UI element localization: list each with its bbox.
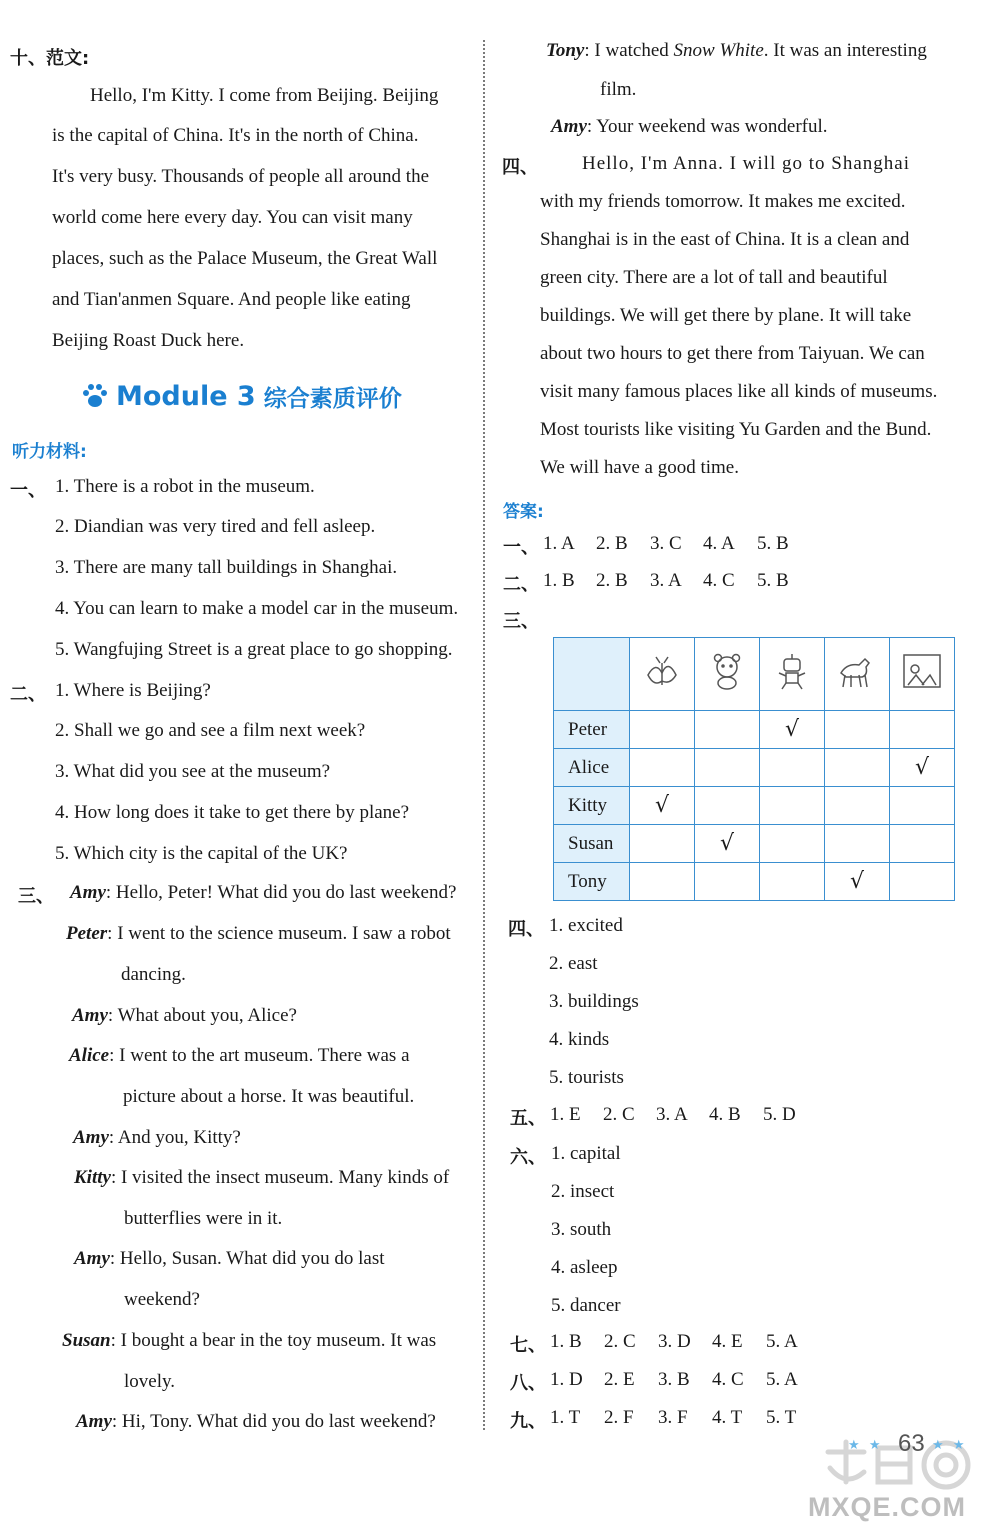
horse-picture — [825, 638, 890, 711]
answer-item: 1. E — [550, 1104, 581, 1125]
check-cell — [695, 749, 760, 787]
speaker: Kitty — [74, 1167, 111, 1188]
list-item: 4. You can learn to make a model car in the museum. — [55, 598, 459, 619]
dialog-text: butterflies were in it. — [124, 1208, 283, 1229]
dialog-text: weekend? — [124, 1289, 200, 1310]
table-corner — [554, 638, 630, 711]
table-row-name: Alice — [554, 749, 630, 787]
answer-item: 1. B — [550, 1331, 582, 1352]
answer-item: 2. B — [596, 570, 628, 591]
check-cell: √ — [760, 711, 825, 749]
essay-line: Hello, I'm Kitty. I come from Beijing. Beijing — [90, 85, 439, 106]
page-number: 63 — [898, 1430, 925, 1457]
check-cell — [760, 749, 825, 787]
section-3-label: 三、 — [18, 886, 54, 907]
dialog-text: I bought a bear in the toy museum. It was — [120, 1330, 437, 1351]
section-1-label: 一、 — [10, 480, 46, 501]
essay-line: world come here every day. You can visit many — [52, 207, 413, 228]
film-title: Snow White — [673, 40, 764, 61]
check-cell — [890, 863, 955, 901]
teddy-bear-icon — [703, 651, 751, 691]
toy-bear-picture — [695, 638, 760, 711]
answer-item: 3. C — [650, 533, 682, 554]
check-cell: √ — [825, 863, 890, 901]
essay-line: places, such as the Palace Museum, the Great Wall — [52, 248, 438, 269]
dialog-text: What about you, Alice? — [117, 1005, 297, 1026]
answer-item: 1. capital — [551, 1143, 621, 1164]
answer-item: 5. D — [763, 1104, 796, 1125]
check-cell — [825, 711, 890, 749]
answer-item: 3. D — [658, 1331, 691, 1352]
star-decoration: ★ ★ — [932, 1437, 968, 1452]
answer-item: 4. A — [703, 533, 735, 554]
dialog-line: Amy: Hi, Tony. What did you do last weekend? — [76, 1411, 436, 1432]
dialog-line: Amy: Your weekend was wonderful. — [551, 116, 828, 137]
check-cell — [825, 825, 890, 863]
answer-item: 5. B — [757, 570, 789, 591]
robot-icon — [768, 651, 816, 691]
answer-item: 2. insect — [551, 1181, 615, 1202]
section-4-label: 四、 — [502, 157, 538, 178]
film-scene-icon — [898, 651, 946, 691]
speaker: Alice — [69, 1045, 110, 1066]
check-cell — [890, 787, 955, 825]
table-row — [554, 711, 955, 749]
list-item: 3. What did you see at the museum? — [55, 761, 331, 782]
check-cell — [760, 825, 825, 863]
speaker: Tony — [546, 40, 585, 61]
check-cell — [890, 825, 955, 863]
check-cell — [695, 711, 760, 749]
answer-item: 2. east — [549, 953, 598, 974]
speaker: Amy — [70, 882, 106, 903]
paw-icon — [80, 381, 110, 411]
answer-table — [553, 637, 955, 901]
dialog-line: Amy: What about you, Alice? — [72, 1005, 297, 1026]
watermark-text: MXQE.COM — [808, 1492, 967, 1522]
dialog-line: Peter: I went to the science museum. I saw a robot — [66, 923, 451, 944]
dialog-text: I visited the insect museum. Many kinds of — [120, 1167, 450, 1188]
answer-3-label: 三、 — [503, 611, 539, 632]
dialog-text: film. — [600, 79, 637, 100]
answer-item: 3. buildings — [549, 991, 639, 1012]
answer-item: 2. E — [604, 1369, 635, 1390]
answer-item: 5. A — [766, 1331, 798, 1352]
answer-8-label: 八、 — [510, 1373, 546, 1394]
check-cell — [760, 863, 825, 901]
answer-item: 2. B — [596, 533, 628, 554]
dialog-line: Amy: And you, Kitty? — [73, 1127, 241, 1148]
answer-item: 2. C — [603, 1104, 635, 1125]
essay-line: Beijing Roast Duck here. — [52, 330, 245, 351]
check-cell: √ — [890, 749, 955, 787]
answer-item: 4. E — [712, 1331, 743, 1352]
list-item: 1. Where is Beijing? — [55, 680, 211, 701]
speaker: Amy — [72, 1005, 108, 1026]
answer-item: 3. A — [650, 570, 682, 591]
answer-item: 5. B — [757, 533, 789, 554]
check-cell — [630, 863, 695, 901]
insect-icon — [638, 651, 686, 691]
table-header-row — [554, 638, 955, 711]
dialog-line: Kitty: I visited the insect museum. Many kinds of — [74, 1167, 450, 1188]
speaker: Amy — [73, 1127, 109, 1148]
horse-icon — [833, 651, 881, 691]
table-row — [554, 825, 955, 863]
answer-item: 3. B — [658, 1369, 690, 1390]
banner-title: Module 3 — [116, 380, 256, 412]
passage-line: Shanghai is in the east of China. It is a clean and — [540, 229, 910, 250]
answer-item: 5. tourists — [549, 1067, 624, 1088]
star-decoration: ★ ★ — [848, 1437, 884, 1452]
table-row-name: Susan — [554, 825, 630, 863]
essay-line: and Tian'anmen Square. And people like eating — [52, 289, 411, 310]
dialog-line: Amy: Hello, Peter! What did you do last weekend? — [70, 882, 457, 903]
answer-item: 1. B — [543, 570, 575, 591]
check-cell — [890, 711, 955, 749]
dialog-line: Alice: I went to the art museum. There was a — [69, 1045, 410, 1066]
answer-item: 4. kinds — [549, 1029, 610, 1050]
essay-line: It's very busy. Thousands of people all around the — [52, 166, 430, 187]
check-cell: √ — [630, 787, 695, 825]
check-cell — [630, 711, 695, 749]
answer-7-label: 七、 — [510, 1335, 546, 1356]
dialog-line: Tony: I watched Snow White. It was an interesting — [546, 40, 927, 61]
answer-item: 1. T — [550, 1407, 581, 1428]
answer-item: 3. A — [656, 1104, 688, 1125]
passage-line: with my friends tomorrow. It makes me excited. — [540, 191, 906, 212]
dialog-text: Hello, Peter! What did you do last weekend? — [115, 882, 457, 903]
answer-item: 3. south — [551, 1219, 612, 1240]
banner-subtitle: 综合素质评价 — [263, 385, 402, 412]
answer-4-label: 四、 — [508, 919, 544, 940]
answer-1-label: 一、 — [503, 537, 539, 558]
passage-line: buildings. We will get there by plane. It will take — [540, 305, 912, 326]
speaker: Susan — [62, 1330, 111, 1351]
passage-line: about two hours to get there from Taiyuan. We can — [540, 343, 925, 364]
dialog-text: dancing. — [121, 964, 186, 985]
answer-item: 1. excited — [549, 915, 623, 936]
list-item: 1. There is a robot in the museum. — [55, 476, 315, 497]
dialog-text: Hi, Tony. What did you do last weekend? — [121, 1411, 436, 1432]
list-item: 5. Wangfujing Street is a great place to go shopping. — [55, 639, 453, 660]
check-cell — [825, 787, 890, 825]
speaker: Peter — [66, 923, 108, 944]
list-item: 2. Shall we go and see a film next week? — [55, 720, 366, 741]
passage-line: Most tourists like visiting Yu Garden and the Bund. — [540, 419, 932, 440]
dialog-text: And you, Kitty? — [117, 1127, 241, 1148]
essay-heading: 十、范文: — [10, 48, 90, 69]
check-cell — [695, 787, 760, 825]
table-row-name: Tony — [554, 863, 630, 901]
answer-item: 1. D — [550, 1369, 583, 1390]
answer-item: 2. C — [604, 1331, 636, 1352]
check-cell — [630, 825, 695, 863]
table-row-name: Peter — [554, 711, 630, 749]
answer-item: 4. C — [703, 570, 735, 591]
answer-item: 1. A — [543, 533, 575, 554]
passage-line: visit many famous places like all kinds of museums. — [540, 381, 938, 402]
answer-9-label: 九、 — [510, 1411, 546, 1432]
table-row — [554, 749, 955, 787]
robot-picture — [760, 638, 825, 711]
insect-picture — [630, 638, 695, 711]
answer-item: 4. T — [712, 1407, 743, 1428]
column-divider — [483, 40, 485, 1430]
answer-item: 4. asleep — [551, 1257, 618, 1278]
section-2-label: 二、 — [10, 684, 46, 705]
answer-item: 4. C — [712, 1369, 744, 1390]
check-cell — [825, 749, 890, 787]
answer-item: 5. dancer — [551, 1295, 621, 1316]
answer-item: 5. T — [766, 1407, 797, 1428]
dialog-text: Hello, Susan. What did you do last — [119, 1248, 385, 1269]
dialog-text: lovely. — [124, 1371, 176, 1392]
check-cell — [630, 749, 695, 787]
dialog-text: I went to the art museum. There was a — [119, 1045, 410, 1066]
dialog-line: Susan: I bought a bear in the toy museum. It was — [62, 1330, 437, 1351]
answer-item: 2. F — [604, 1407, 634, 1428]
list-item: 3. There are many tall buildings in Shanghai. — [55, 557, 398, 578]
module-banner — [80, 378, 402, 414]
dialog-line: Amy: Hello, Susan. What did you do last — [74, 1248, 385, 1269]
check-cell — [695, 863, 760, 901]
passage-line: Hello, I'm Anna. I will go to Shanghai — [582, 153, 910, 174]
answer-item: 5. A — [766, 1369, 798, 1390]
passage-line: We will have a good time. — [540, 457, 739, 478]
answers-label: 答案: — [503, 502, 544, 522]
speaker: Amy — [74, 1248, 110, 1269]
list-item: 5. Which city is the capital of the UK? — [55, 843, 348, 864]
listening-label: 听力材料: — [12, 442, 87, 462]
check-cell: √ — [695, 825, 760, 863]
table-row — [554, 863, 955, 901]
table-row — [554, 787, 955, 825]
answer-2-label: 二、 — [503, 574, 539, 595]
film-picture — [890, 638, 955, 711]
answer-6-label: 六、 — [510, 1147, 546, 1168]
dialog-text: I went to the science museum. I saw a robot — [117, 923, 451, 944]
answer-item: 4. B — [709, 1104, 741, 1125]
speaker: Amy — [76, 1411, 112, 1432]
answer-5-label: 五、 — [510, 1108, 546, 1129]
list-item: 4. How long does it take to get there by plane? — [55, 802, 410, 823]
speaker: Amy — [551, 116, 587, 137]
list-item: 2. Diandian was very tired and fell asleep. — [55, 516, 376, 537]
essay-line: is the capital of China. It's in the north of China. — [52, 125, 419, 146]
passage-line: green city. There are a lot of tall and beautiful — [540, 267, 888, 288]
check-cell — [760, 787, 825, 825]
answer-item: 3. F — [658, 1407, 688, 1428]
table-row-name: Kitty — [554, 787, 630, 825]
dialog-text: picture about a horse. It was beautiful. — [123, 1086, 415, 1107]
